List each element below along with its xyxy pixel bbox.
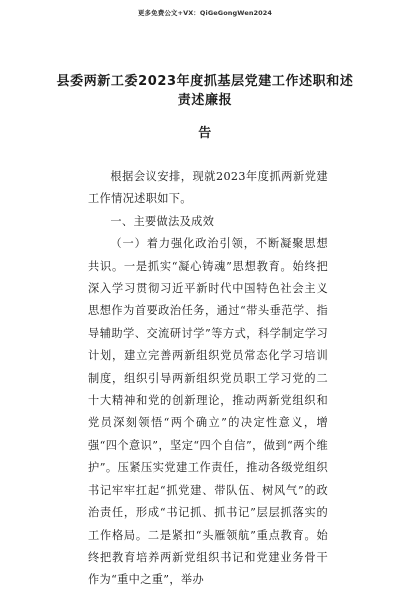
document-body (88, 166, 328, 592)
section-heading: 一、主要做法及成效 (110, 214, 215, 228)
document-title-line-2: 告 (198, 126, 212, 141)
document-title-line-1: 县委两新工委2023年度抓基层党建工作述职和述责述廉报 (56, 74, 354, 108)
body-paragraph: （一）着力强化政治引领，不断凝聚思想共识。一是抓实“凝心铸魂”思想教育。始终把深入学习贯彻习近平新时代中国特色社会主义思想作为首要政治任务，通过“带头垂范学、指导辅助学、交流研讨学”等方式，科学制定学习计划，建立完善两新组织党员常态化学习培训制度，组织引导两新组织党员职工学习党的二十大精神和党的创新理论，推动两新党组织和党员深刻领悟“两个确立”的决定性意义，增强“四个意识”，坚定“四个自信”，做到“两个维护”。压紧压实党建工作责任，推动各级党组织书记牢牢扛起“抓党建、带队伍、树风气”的政治责任，形成“书记抓、抓书记”层层抓落实的工作格局。二是紧扣“头雁领航”重点教育。始终把教育培养两新党组织书记和党建业务骨干作为“重中之重”，举办 (88, 237, 328, 587)
intro-paragraph: 根据会议安排，现就2023年度抓两新党建工作情况述职如下。 (88, 170, 328, 206)
header-watermark-note: 更多免费公文+VX：QiGeGongWen2024 (137, 9, 273, 17)
